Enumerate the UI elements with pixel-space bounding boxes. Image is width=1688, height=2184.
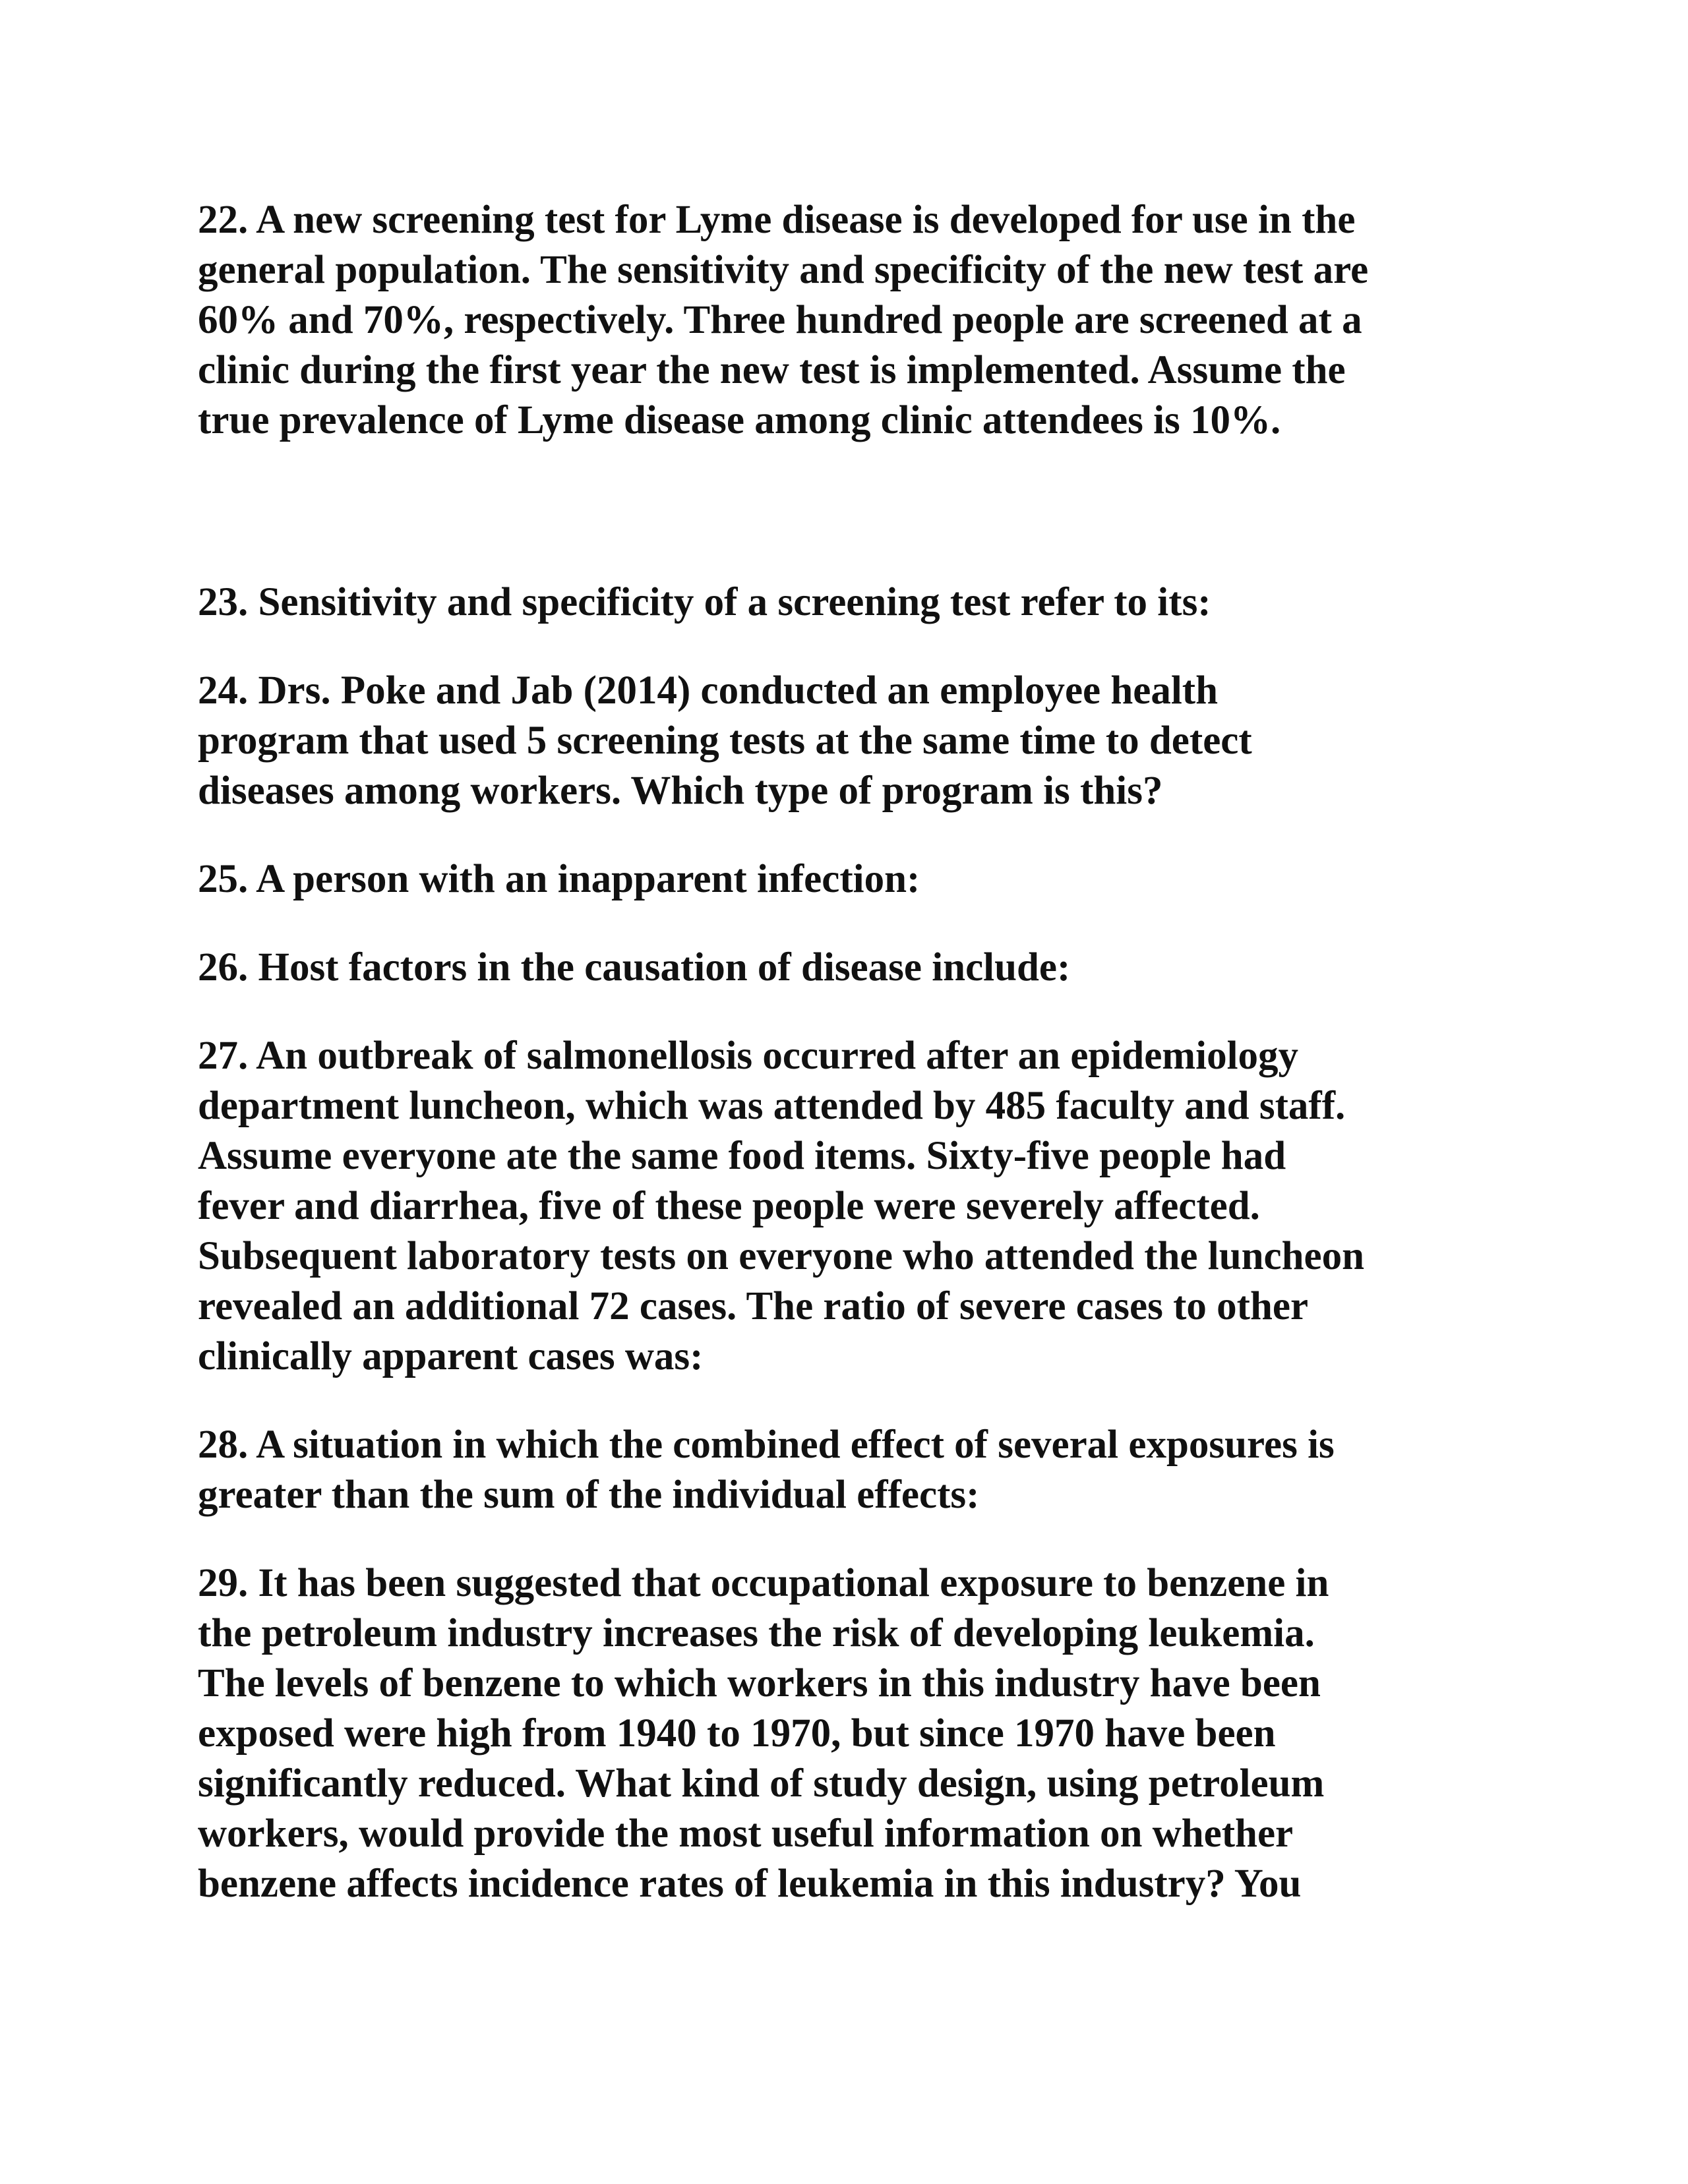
question-line: 24. Drs. Poke and Jab (2014) conducted an employee health [198, 668, 1219, 713]
question-24 [198, 666, 1510, 816]
question-line: 26. Host factors in the causation of disease include: [198, 945, 1071, 989]
question-line: program that used 5 screening tests at the same time to detect [198, 719, 1252, 763]
question-list [198, 195, 1510, 1909]
question-line: clinic during the first year the new test is implemented. Assume the [198, 348, 1346, 392]
question-line: the petroleum industry increases the risk of developing leukemia. [198, 1611, 1315, 1655]
question-26 [198, 943, 1510, 993]
question-line: diseases among workers. Which type of program is this? [198, 769, 1163, 813]
question-line: 29. It has been suggested that occupational exposure to benzene in [198, 1561, 1329, 1605]
question-line: revealed an additional 72 cases. The ratio of severe cases to other [198, 1284, 1309, 1328]
question-28 [198, 1420, 1510, 1520]
question-25 [198, 854, 1510, 904]
question-line: Subsequent laboratory tests on everyone who attended the luncheon [198, 1234, 1365, 1278]
question-line: 28. A situation in which the combined effect of several exposures is [198, 1423, 1335, 1467]
question-22 [198, 195, 1510, 446]
question-line: benzene affects incidence rates of leukemia in this industry? You [198, 1862, 1302, 1906]
question-line: greater than the sum of the individual effects: [198, 1473, 980, 1517]
question-line: 27. An outbreak of salmonellosis occurred after an epidemiology [198, 1034, 1299, 1078]
question-line: 22. A new screening test for Lyme disease is developed for use in the [198, 198, 1356, 242]
question-line: The levels of benzene to which workers in this industry have been [198, 1661, 1321, 1705]
question-line: department luncheon, which was attended by 485 faculty and staff. [198, 1084, 1346, 1128]
question-line: workers, would provide the most useful information on whether [198, 1812, 1294, 1856]
question-line: general population. The sensitivity and specificity of the new test are [198, 248, 1369, 292]
question-line: exposed were high from 1940 to 1970, but since 1970 have been [198, 1711, 1276, 1756]
question-line: 23. Sensitivity and specificity of a screening test refer to its: [198, 580, 1211, 624]
question-line: Assume everyone ate the same food items. Sixty-five people had [198, 1134, 1286, 1178]
question-line: clinically apparent cases was: [198, 1334, 704, 1378]
question-line: true prevalence of Lyme disease among clinic attendees is 10%. [198, 398, 1281, 442]
question-line: 60% and 70%, respectively. Three hundred people are screened at a [198, 298, 1362, 342]
question-line: fever and diarrhea, five of these people were severely affected. [198, 1184, 1260, 1228]
question-29 [198, 1558, 1510, 1909]
question-27 [198, 1031, 1510, 1382]
question-line: 25. A person with an inapparent infection: [198, 857, 920, 901]
question-23 [198, 577, 1510, 628]
question-line: significantly reduced. What kind of study design, using petroleum [198, 1761, 1325, 1806]
